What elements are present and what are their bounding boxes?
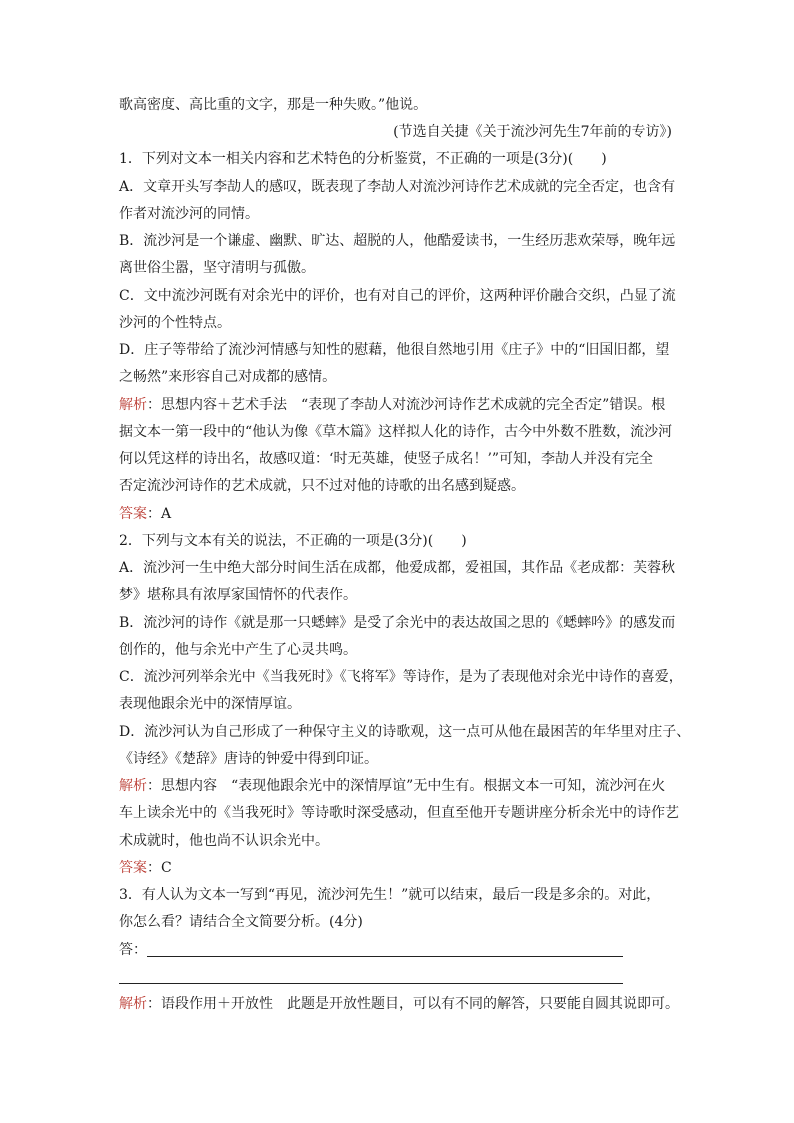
q2-option-a-line2: 梦》堪称具有浓厚家国情怀的代表作。 [119,587,357,603]
q1-option-d-line2: 之畅然”来形容自己对成都的感情。 [119,369,337,385]
answer-label: 答案 [119,860,147,876]
analysis-label: 解析 [119,397,147,413]
analysis-label: 解析 [119,996,147,1012]
answer-label: 答案 [119,506,147,522]
answer-blank-line-1[interactable] [147,956,623,957]
answer-blank-line-2[interactable] [119,983,623,984]
q1-analysis-line2: 据文本一第一段中的“他认为像《草木篇》这样拟人化的诗作，古今中外数不胜数，流沙河 [119,424,673,440]
q2-option-c-line2: 表现他跟余光中的深情厚谊。 [119,696,301,712]
q2-answer [119,858,172,878]
q1-answer [119,504,171,524]
q2-analysis-line3: 术成就时，他也尚不认识余光中。 [119,833,329,849]
q1-option-b-line2: 离世俗尘嚣，坚守清明与孤傲。 [119,260,315,276]
analysis-label: 解析 [119,778,147,794]
q2-analysis-line2: 车上读余光中的《当我死时》等诗歌时深受感动，但直至他开专题讲座分析余光中的诗作艺 [119,805,679,821]
q1-stem: 1．下列对文本一相关内容和艺术特色的分析鉴赏，不正确的一项是(3分)( ) [119,151,607,167]
q2-analysis-line1 [119,776,665,796]
q1-analysis-line1 [119,395,665,415]
q2-option-b-line1: B．流沙河的诗作《就是那一只蟋蟀》是受了余光中的表达故国之思的《蟋蟀吟》的感发而 [119,615,676,631]
q3-stem-line2: 你怎么看？请结合全文简要分析。(4分) [119,914,363,930]
q3-analysis-line1 [119,994,679,1014]
q3-answer-prompt: 答： [119,942,147,958]
source-citation: (节选自关捷《关于流沙河先生7年前的专访》) [393,124,672,140]
q2-stem: 2．下列与文本有关的说法，不正确的一项是(3分)( ) [119,533,467,549]
analysis-text: ：语段作用＋开放性 此题是开放性题目，可以有不同的解答，只要能自圆其说即可。 [147,996,679,1012]
q1-option-d-line1: D．庄子等带给了流沙河情感与知性的慰藉，他很自然地引用《庄子》中的“旧国旧都，望 [119,342,670,358]
answer-value: ：A [147,506,172,522]
q1-option-a-line2: 作者对流沙河的同情。 [119,206,259,222]
q2-option-a-line1: A．流沙河一生中绝大部分时间生活在成都，他爱成都，爱祖国，其作品《老成都：芙蓉秋 [119,560,676,576]
q3-stem-line1: 3．有人认为文本一写到“再见，流沙河先生！”就可以结束，最后一段是多余的。对此， [119,887,661,903]
intro-line: 歌高密度、高比重的文字，那是一种失败。”他说。 [119,97,428,113]
q1-option-c-line2: 沙河的个性特点。 [119,315,231,331]
q1-analysis-line4: 否定流沙河诗作的艺术成就，只不过对他的诗歌的出名感到疑惑。 [119,478,525,494]
q1-option-c-line1: C．文中流沙河既有对余光中的评价，也有对自己的评价，这两种评价融合交织，凸显了流 [119,288,676,304]
q2-option-c-line1: C．流沙河列举余光中《当我死时》《飞将军》等诗作，是为了表现他对余光中诗作的喜爱， [119,669,683,685]
q2-option-d-line2: 《诗经》《楚辞》唐诗的钟爱中得到印证。 [119,751,378,767]
q1-option-b-line1: B．流沙河是一个谦虚、幽默、旷达、超脱的人，他酷爱读书，一生经历悲欢荣辱，晚年远 [119,233,676,249]
answer-value: ：C [147,860,172,876]
analysis-text: ：思想内容＋艺术手法 “表现了李劼人对流沙河诗作艺术成就的完全否定”错误。根 [147,397,666,413]
q1-option-a-line1: A．文章开头写李劼人的感叹，既表现了李劼人对流沙河诗作艺术成就的完全否定，也含有 [119,179,676,195]
q2-option-d-line1: D．流沙河认为自己形成了一种保守主义的诗歌观，这一点可从他在最困苦的年华里对庄子、 [119,724,691,740]
analysis-text: ：思想内容 “表现他跟余光中的深情厚谊”无中生有。根据文本一可知，流沙河在火 [147,778,666,794]
q2-option-b-line2: 创作的，他与余光中产生了心灵共鸣。 [119,642,357,658]
q1-analysis-line3: 何以凭这样的诗出名，故感叹道：‘时无英雄，使竖子成名！’”可知，李劼人并没有完全 [119,451,654,467]
